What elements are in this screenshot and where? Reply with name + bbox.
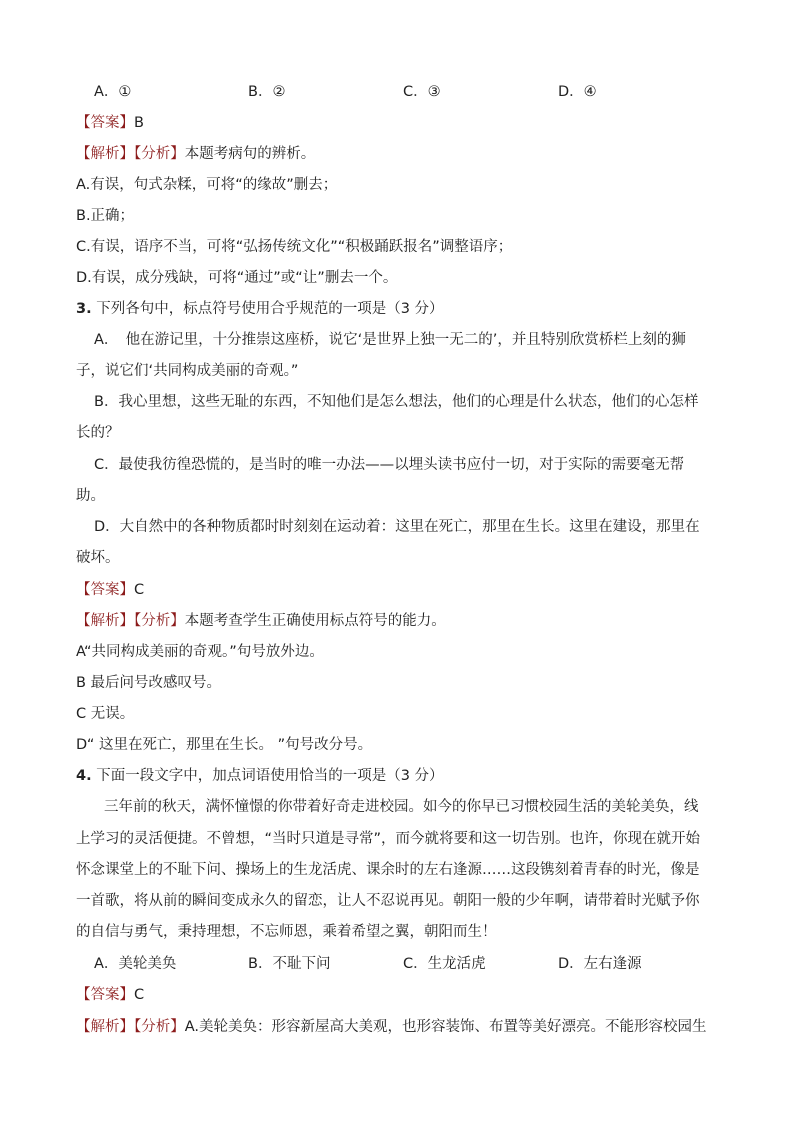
answer-value: C [134,582,145,598]
q3-option-line: C．最使我彷徨恐慌的，是当时的唯一办法——以埋头读书应付一切，对于实际的需要毫无帮 [94,457,685,473]
q2-option-a: A．① [94,84,132,100]
q2-analysis-line: A.有误，句式杂糅，可将“的缘故”删去； [76,177,338,193]
q3-option-line: 破坏。 [76,550,120,566]
q2-analysis-line: B.正确； [76,208,135,224]
q3-option-line: 子，说它们‘共同构成美丽的奇观。” [76,363,299,379]
q4-passage-line: 怀念课堂上的不耻下问、操场上的生龙活虎、课余时的左右逢源……这段镌刻着青春的时光，像是 [76,862,700,878]
q4-stem [76,766,444,786]
q2-analysis [76,144,315,164]
q3-option-line: D．大自然中的各种物质都时时刻刻在运动着：这里在死亡，那里在生长。这里在建设，那里在 [94,519,700,535]
q3-analysis-line: C 无误。 [76,706,135,722]
analysis-label: 【解析】【分析】 [76,146,185,162]
q2-option-b: B．② [248,84,286,100]
q4-passage-line: 上学习的灵活便捷。不曾想，“当时只道是寻常”，而今就将要和这一切告别。也许，你现在就开始 [76,831,701,847]
answer-label: 【答案】 [76,582,134,598]
q3-analysis-line: A“共同构成美丽的奇观。”句号放外边。 [76,644,324,660]
analysis-first-line: A.美轮美奂：形容新屋高大美观，也形容装饰、布置等美好漂亮。不能形容校园生 [184,1019,707,1035]
q3-analysis-line: D“ 这里在死亡，那里在生长。 ”句号改分号。 [76,737,373,753]
answer-label: 【答案】 [76,115,134,131]
answer-value: C [134,987,145,1003]
analysis-intro: 本题考查学生正确使用标点符号的能力。 [184,613,446,629]
question-number: 4. [76,768,92,784]
q4-passage-line: 三年前的秋天，满怀憧憬的你带着好奇走进校园。如今的你早已习惯校园生活的美轮美奂，线 [104,799,699,815]
q2-option-d: D．④ [558,84,597,100]
q2-answer [76,113,144,133]
q3-option-line: 助。 [76,488,105,504]
question-text: 下列各句中，标点符号使用合乎规范的一项是（3 分） [96,301,444,317]
q4-option-b: B．不耻下问 [248,956,331,972]
q3-option-line: 长的？ [76,425,120,441]
q4-answer [76,985,144,1005]
analysis-intro: 本题考病句的辨析。 [184,146,316,162]
answer-label: 【答案】 [76,987,134,1003]
question-text: 下面一段文字中，加点词语使用恰当的一项是（3 分） [96,768,444,784]
question-number: 3. [76,301,92,317]
q2-analysis-line: D.有误，成分残缺，可将“通过”或“让”删去一个。 [76,270,398,286]
q4-passage-line: 一首歌，将从前的瞬间变成永久的留恋，让人不忍说再见。朝阳一般的少年啊，请带着时光赋予你 [76,893,700,909]
q3-option-line: A． 他在游记里，十分推崇这座桥，说它‘是世界上独一无二的’，并且特别欣赏桥栏上刻的狮 [94,332,686,348]
q4-option-d: D．左右逢源 [558,956,642,972]
q4-option-a: A．美轮美奂 [94,956,177,972]
q4-option-c: C．生龙活虎 [403,956,486,972]
analysis-label: 【解析】【分析】 [76,1019,185,1035]
q4-passage-line: 的自信与勇气，秉持理想，不忘师恩，乘着希望之翼，朝阳而生！ [76,924,497,940]
answer-value: B [134,115,144,131]
q3-option-line: B．我心里想，这些无耻的东西，不知他们是怎么想法，他们的心理是什么状态，他们的心怎样 [94,394,699,410]
q3-analysis-line: B 最后问号改感叹号。 [76,675,222,691]
q3-analysis [76,611,446,631]
q3-answer [76,580,144,600]
q3-stem [76,299,444,319]
q2-analysis-line: C.有误，语序不当，可将“弘扬传统文化”“积极踊跃报名”调整语序； [76,239,513,255]
q4-analysis [76,1017,707,1037]
q2-option-c: C．③ [403,84,441,100]
analysis-label: 【解析】【分析】 [76,613,185,629]
